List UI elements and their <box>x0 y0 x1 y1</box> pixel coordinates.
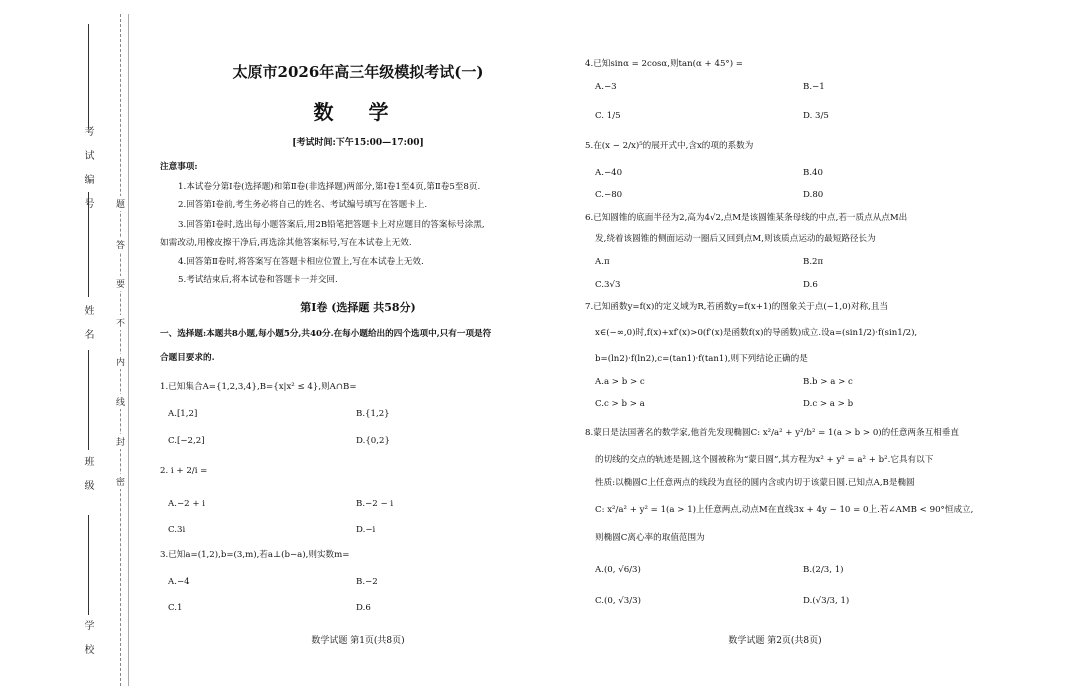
notice-heading: 注意事项: <box>160 162 198 172</box>
option: C.−80 <box>595 190 623 200</box>
option: B.40 <box>803 168 823 178</box>
page-footer: 数学试题 第2页(共8页) <box>728 636 822 646</box>
question-stem: 的切线的交点的轨迹是圆,这个圆被称为“蒙日圆”,其方程为x² + y² = a² + b².它具有以下 <box>595 455 934 465</box>
field-line-exam-number[interactable] <box>88 24 89 129</box>
question-stem: 6.已知圆锥的底面半径为2,高为4√2,点M是该圆锥某条母线的中点,若一质点从点M出 <box>585 213 908 223</box>
option: C.(0, √3/3) <box>595 596 641 606</box>
option: C.1 <box>168 603 183 613</box>
binding-margin <box>0 0 140 699</box>
option: C.3√3 <box>595 280 621 290</box>
seal-char: 答 <box>116 237 125 252</box>
field-label-class: 班级 <box>82 456 93 504</box>
notice-item: 1.本试卷分第Ⅰ卷(选择题)和第Ⅱ卷(非选择题)两部分,第Ⅰ卷1至4页,第Ⅱ卷5至8页. <box>178 182 481 192</box>
option: A.a > b > c <box>595 377 645 387</box>
option: C. 1/5 <box>595 111 621 121</box>
option: B.−2 − i <box>356 499 394 509</box>
option: D.6 <box>803 280 818 290</box>
option: C.c > b > a <box>595 399 645 409</box>
question-stem: x∈(−∞,0)时,f(x)+xf′(x)>0(f′(x)是函数f(x)的导函数)成立.设a=(sin1/2)·f(sin1/2), <box>595 328 918 338</box>
page-footer: 数学试题 第1页(共8页) <box>311 636 405 646</box>
option: B.b > a > c <box>803 377 853 387</box>
question-stem: 8.蒙日是法国著名的数学家,他首先发现椭圆C: x²/a² + y²/b² = 1(a > b > 0)的任意两条互相垂直 <box>585 428 959 438</box>
question-stem: 1.已知集合A={1,2,3,4},B={x|x² ≤ 4},则A∩B= <box>160 382 357 392</box>
option: B.{1,2} <box>356 409 390 419</box>
option: B.(2/3, 1) <box>803 565 844 575</box>
seal-char: 内 <box>116 354 125 369</box>
question-stem: 7.已知函数y=f(x)的定义域为R,若函数y=f(x+1)的图象关于点(−1,0)对称,且当 <box>585 302 889 312</box>
field-line-school[interactable] <box>88 515 89 615</box>
seal-char: 线 <box>116 394 125 409</box>
notice-item: 5.考试结束后,将本试卷和答题卡一并交回. <box>178 275 338 285</box>
field-line-name[interactable] <box>88 192 89 297</box>
question-stem: 4.已知sinα = 2cosα,则tan(α + 45°) = <box>585 59 743 69</box>
notice-item: 4.回答第Ⅱ卷时,将答案写在答题卡相应位置上,写在本试卷上无效. <box>178 257 424 267</box>
field-label-name: 姓名 <box>82 305 93 353</box>
question-stem: 则椭圆C离心率的取值范围为 <box>595 533 705 543</box>
option: D.80 <box>803 190 824 200</box>
binding-dashed-line <box>120 14 121 686</box>
question-stem: 3.已知a=(1,2),b=(3,m),若a⊥(b−a),则实数m= <box>160 550 350 560</box>
seal-char: 题 <box>116 196 125 211</box>
subject-title: 数 学 <box>313 100 403 124</box>
notice-item: 如需改动,用橡皮擦干净后,再选涂其他答案标号,写在本试卷上无效. <box>160 238 412 248</box>
field-label-exam-number: 考试编号 <box>82 126 93 222</box>
option: A.−3 <box>595 82 617 92</box>
option: D.−i <box>356 525 376 535</box>
notice-item: 3.回答第Ⅰ卷时,选出每小题答案后,用2B铅笔把答题卡上对应题目的答案标号涂黑, <box>178 220 485 230</box>
notice-item: 2.回答第Ⅰ卷前,考生务必将自己的姓名、考试编号填写在答题卡上. <box>178 200 428 210</box>
question-stem: 5.在(x − 2/x)⁵的展开式中,含x的项的系数为 <box>585 141 754 151</box>
seal-char: 密 <box>116 474 125 489</box>
question-stem: 2. i + 2/i = <box>160 466 208 476</box>
option: A.[1,2] <box>168 409 198 419</box>
option: B.−2 <box>356 577 378 587</box>
option: A.π <box>595 257 610 267</box>
seal-char: 不 <box>116 315 125 330</box>
option: C.3i <box>168 525 186 535</box>
section-title: 第Ⅰ卷 (选择题 共58分) <box>300 301 416 314</box>
binding-solid-line <box>128 14 129 686</box>
option: D. 3/5 <box>803 111 829 121</box>
option: D.{0,2} <box>356 436 390 446</box>
seal-char: 要 <box>116 276 125 291</box>
option: D.c > a > b <box>803 399 854 409</box>
exam-time: [考试时间:下午15:00—17:00] <box>292 138 424 148</box>
question-stem: C: x²/a² + y² = 1(a > 1)上任意两点,动点M在直线3x + 4y − 10 = 0上.若∠AMB < 90°恒成立, <box>595 505 974 515</box>
option: D.6 <box>356 603 371 613</box>
option: A.−2 + i <box>168 499 206 509</box>
option: A.(0, √6/3) <box>595 565 641 575</box>
part-intro: 一、选择题:本题共8小题,每小题5分,共40分.在每小题给出的四个选项中,只有一项是符 <box>160 329 492 339</box>
part-intro: 合题目要求的. <box>160 353 215 363</box>
field-label-school: 学校 <box>82 620 93 668</box>
question-stem: 发,绕着该圆锥的侧面运动一圈后又回到点M,则该质点运动的最短路径长为 <box>595 234 876 244</box>
option: B.2π <box>803 257 824 267</box>
option: A.−40 <box>595 168 623 178</box>
field-line-class[interactable] <box>88 350 89 450</box>
option: D.(√3/3, 1) <box>803 596 850 606</box>
question-stem: b=(ln2)·f(ln2),c=(tan1)·f(tan1),则下列结论正确的是 <box>595 354 808 364</box>
seal-char: 封 <box>116 434 125 449</box>
exam-title: 太原市2026年高三年级模拟考试(一) <box>232 63 484 81</box>
option: A.−4 <box>168 577 190 587</box>
option: C.[−2,2] <box>168 436 205 446</box>
question-stem: 性质:以椭圆C上任意两点的线段为直径的圆内含或内切于该蒙日圆.已知点A,B是椭圆 <box>595 478 915 488</box>
option: B.−1 <box>803 82 825 92</box>
